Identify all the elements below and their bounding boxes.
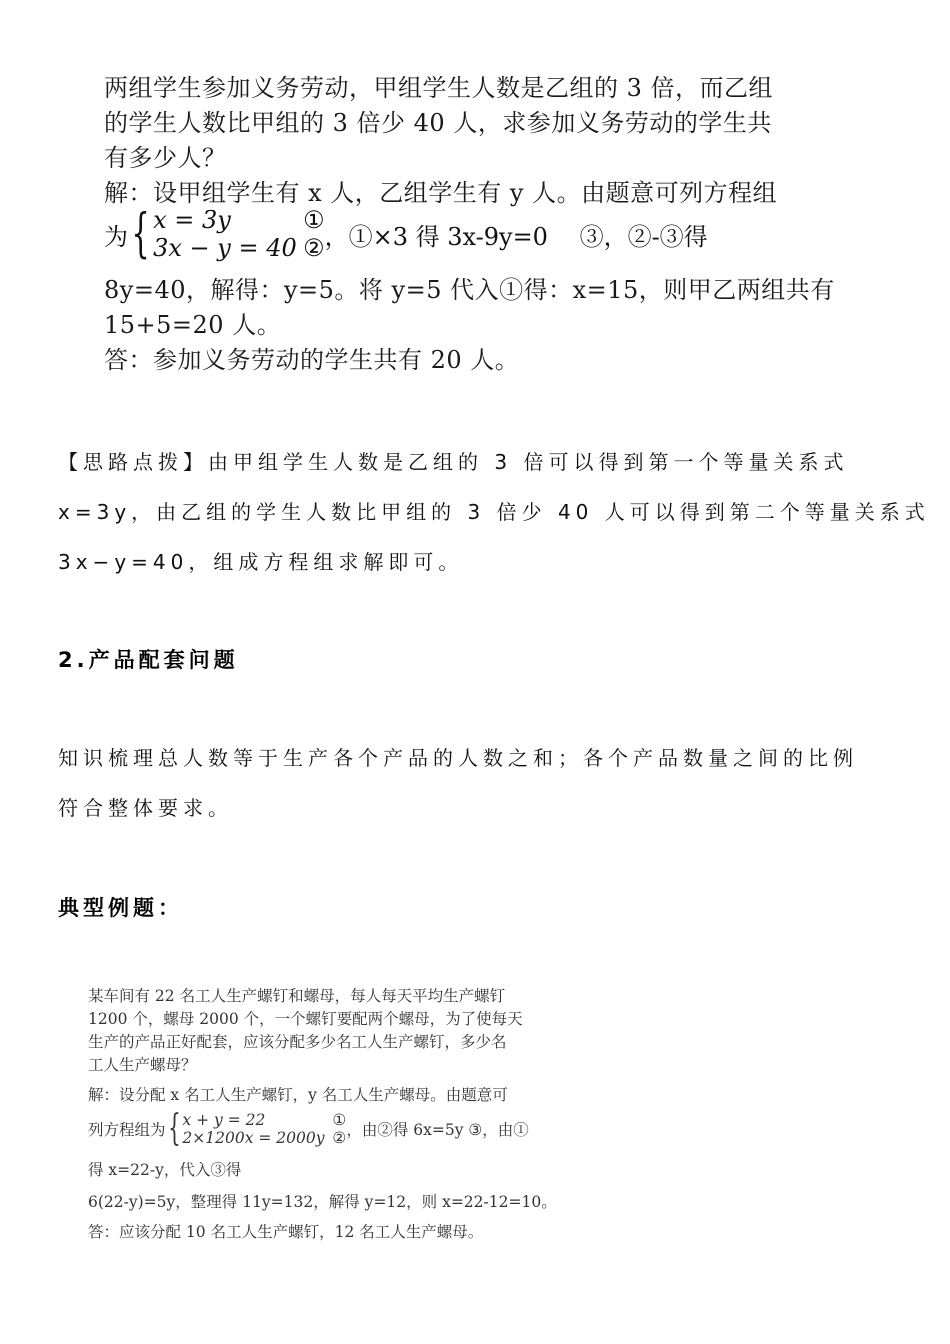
problem1-line: 的学生人数比甲组的 3 倍少 40 人，求参加义务劳动的学生共 — [104, 109, 772, 137]
equation-1: x + y = 22 — [182, 1110, 266, 1129]
section-title: 2.产品配套问题 — [58, 648, 239, 672]
problem2-line: 6(22-y)=5y，整理得 11y=132，解得 y=12，则 x=22-12=10。 — [88, 1193, 557, 1211]
equation-system — [88, 1108, 529, 1149]
problem2-line: 工人生产螺母？ — [88, 1056, 197, 1074]
hint-line: 【思路点拨】由甲组学生人数是乙组的 3 倍可以得到第一个等量关系式 — [58, 450, 849, 474]
equation-system — [104, 204, 708, 264]
problem1-line: 有多少人？ — [104, 144, 227, 172]
equation-prefix: 列方程组为 — [88, 1120, 166, 1139]
brace-icon: { — [167, 1108, 181, 1149]
problem2-answer: 答：应该分配 10 名工人生产螺钉，12 名工人生产螺母。 — [88, 1223, 484, 1241]
problem2-line: 某车间有 22 名工人生产螺钉和螺母，每人每天平均生产螺钉 — [88, 987, 506, 1005]
equation-2-mark: ② — [332, 1128, 347, 1147]
example-title: 典型例题： — [58, 896, 183, 920]
problem1-line: 15+5=20 人。 — [104, 311, 282, 339]
brace-icon: { — [131, 204, 150, 264]
problem1-line: 解：设甲组学生有 x 人，乙组学生有 y 人。由题意可列方程组 — [104, 179, 778, 207]
equation-prefix: 为 — [104, 222, 128, 251]
problem1-answer: 答：参加义务劳动的学生共有 20 人。 — [104, 346, 520, 374]
problem2-line: 1200 个，螺母 2000 个，一个螺钉要配两个螺母，为了使每天 — [88, 1010, 523, 1028]
equation-2-mark: ② — [303, 234, 325, 262]
problem2-line: 得 x=22-y，代入③得 — [88, 1161, 242, 1179]
hint-line: 3x−y=40，组成方程组求解即可。 — [58, 550, 464, 574]
knowledge-line: 知识梳理总人数等于生产各个产品的人数之和；各个产品数量之间的比例 — [58, 746, 858, 770]
hint-line: x=3y，由乙组的学生人数比甲组的 3 倍少 40 人可以得到第二个等量关系式 — [58, 500, 930, 524]
problem1-line: 两组学生参加义务劳动，甲组学生人数是乙组的 3 倍，而乙组 — [104, 74, 774, 102]
equation-2: 2×1200x = 2000y — [182, 1128, 325, 1147]
equation-followup: ，由②得 6x=5y ③，由① — [346, 1120, 529, 1139]
equation-2: 3x − y = 40 — [153, 234, 297, 262]
problem2-line: 生产的产品正好配套，应该分配多少名工人生产螺钉，多少名 — [88, 1033, 507, 1051]
problem1-image — [86, 58, 835, 376]
problem2-image — [78, 978, 568, 1250]
equation-1: x = 3y — [153, 206, 231, 234]
problem1-line: 8y=40，解得：y=5。将 y=5 代入①得：x=15，则甲乙两组共有 — [104, 276, 835, 304]
equation-1-mark: ① — [303, 206, 325, 234]
equation-1-mark: ① — [332, 1110, 347, 1129]
knowledge-line: 符合整体要求。 — [58, 796, 233, 820]
equation-followup: ，①×3 得 3x-9y=0 ③，②-③得 — [324, 222, 708, 251]
problem2-line: 解：设分配 x 名工人生产螺钉，y 名工人生产螺母。由题意可 — [88, 1086, 508, 1104]
